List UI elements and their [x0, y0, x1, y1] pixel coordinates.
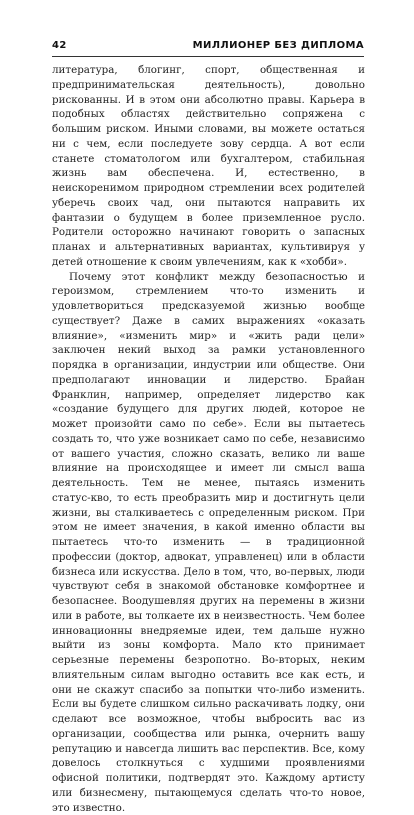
text-line: серьезные перемены безропотно. Во-вторых, неким — [52, 653, 365, 668]
text-line: сделают все возможное, чтобы выбросить вас из — [52, 712, 365, 727]
text-line: создать то, что уже возникает само по себе, независимо — [52, 432, 365, 447]
header-rule — [52, 56, 364, 57]
text-line: репутацию и навсегда лишить вас перспектив. Все, кому — [52, 742, 365, 757]
text-line: жизни, вы сталкиваетесь с определенным риском. При — [52, 506, 365, 521]
text-line: влияние на происходящее и имеет ли смысл ваша — [52, 461, 365, 476]
text-line: жизнь вам обеспечена. И, естественно, в — [52, 166, 365, 181]
text-line: или в работе, вы толкаете их в неизвестность. Чем более — [52, 609, 365, 624]
text-line: инновационны внедряемые идеи, тем дальше нужно — [52, 624, 365, 639]
text-line: Родители осторожно начинают говорить о запасных — [52, 225, 365, 240]
text-line: довелось столкнуться с худшими проявлениями — [52, 756, 365, 771]
text-line: офисной политики, подтвердят это. Каждому артисту — [52, 771, 365, 786]
running-header — [52, 40, 364, 54]
text-line: пытаетесь что-то изменить — в традиционной — [52, 535, 365, 550]
text-line: профессии (доктор, адвокат, управленец) или в области — [52, 550, 365, 565]
text-line: может произойти само по себе». Если вы пытаетесь — [52, 417, 365, 432]
text-line: Почему этот конфликт между безопасностью и — [52, 270, 365, 285]
running-title: МИЛЛИОНЕР БЕЗ ДИПЛОМА — [193, 40, 364, 51]
text-line: уберечь своих чад, они пытаются направить их — [52, 196, 365, 211]
text-line: предполагают инновации и лидерство. Брайан — [52, 373, 365, 388]
page-number: 42 — [52, 40, 67, 51]
text-line: Если вы будете слишком сильно раскачивать лодку, они — [52, 697, 365, 712]
body-text — [52, 63, 365, 815]
text-line: существует? Даже в самих выражениях «оказать — [52, 314, 365, 329]
text-line: влиятельным силам выгодно оставить все как есть, и — [52, 668, 365, 683]
text-line: порядка в организации, индустрии или обществе. Они — [52, 358, 365, 373]
text-line: станете стоматологом или бухгалтером, стабильная — [52, 152, 365, 167]
text-line: фантазии о будущем в более приземленное русло. — [52, 211, 365, 226]
text-line: героизмом, стремлением что-то изменить и — [52, 284, 365, 299]
text-line: статус-кво, то есть преобразить мир и достигнуть цели — [52, 491, 365, 506]
text-line: чувствуют себя в знакомой обстановке комфортнее и — [52, 579, 365, 594]
paragraph — [52, 63, 365, 270]
paragraph — [52, 270, 365, 815]
text-line: организации, сообщества или рынка, очернить вашу — [52, 727, 365, 742]
text-line: деятельность. Тем не менее, пытаясь изменить — [52, 476, 365, 491]
text-line: большим риском. Иными словами, вы можете остаться — [52, 122, 365, 137]
text-line: предпринимательская деятельность), довольно — [52, 78, 365, 93]
text-line: рискованны. И в этом они абсолютно правы. Карьера в — [52, 93, 365, 108]
text-line: влияние», «изменить мир» и «жить ради цели» — [52, 329, 365, 344]
text-line: неискоренимом природном стремлении всех родителей — [52, 181, 365, 196]
text-line: заключен некий выход за рамки установленного — [52, 343, 365, 358]
text-line: этом не имеет значения, в какой именно области вы — [52, 520, 365, 535]
text-line: от вашего участия, сложно сказать, велико ли ваше — [52, 447, 365, 462]
text-line: выйти из зоны комфорта. Мало кто принимает — [52, 638, 365, 653]
text-line: или бизнесмену, пытающемуся сделать что-то новое, — [52, 786, 365, 801]
text-line: подобных областях действительно сопряжена с — [52, 107, 365, 122]
text-line: бизнеса или искусства. Дело в том, что, во-первых, люди — [52, 565, 365, 580]
text-line: они не скажут спасибо за попытки что-либо изменить. — [52, 683, 365, 698]
text-line: планах и альтернативных вариантах, культивируя у — [52, 240, 365, 255]
text-line: «создание будущего для других людей, которое не — [52, 402, 365, 417]
text-line: Франклин, например, определяет лидерство как — [52, 388, 365, 403]
text-line: детей отношение к своим увлечениям, как к «хобби». — [52, 255, 365, 270]
text-line: это известно. — [52, 801, 365, 815]
text-line: литература, блогинг, спорт, общественная и — [52, 63, 365, 78]
text-line: ни с чем, если последуете зову сердца. А вот если — [52, 137, 365, 152]
text-line: безопаснее. Воодушевляя других на перемены в жизни — [52, 594, 365, 609]
text-line: удовлетвориться предсказуемой жизнью вообще — [52, 299, 365, 314]
